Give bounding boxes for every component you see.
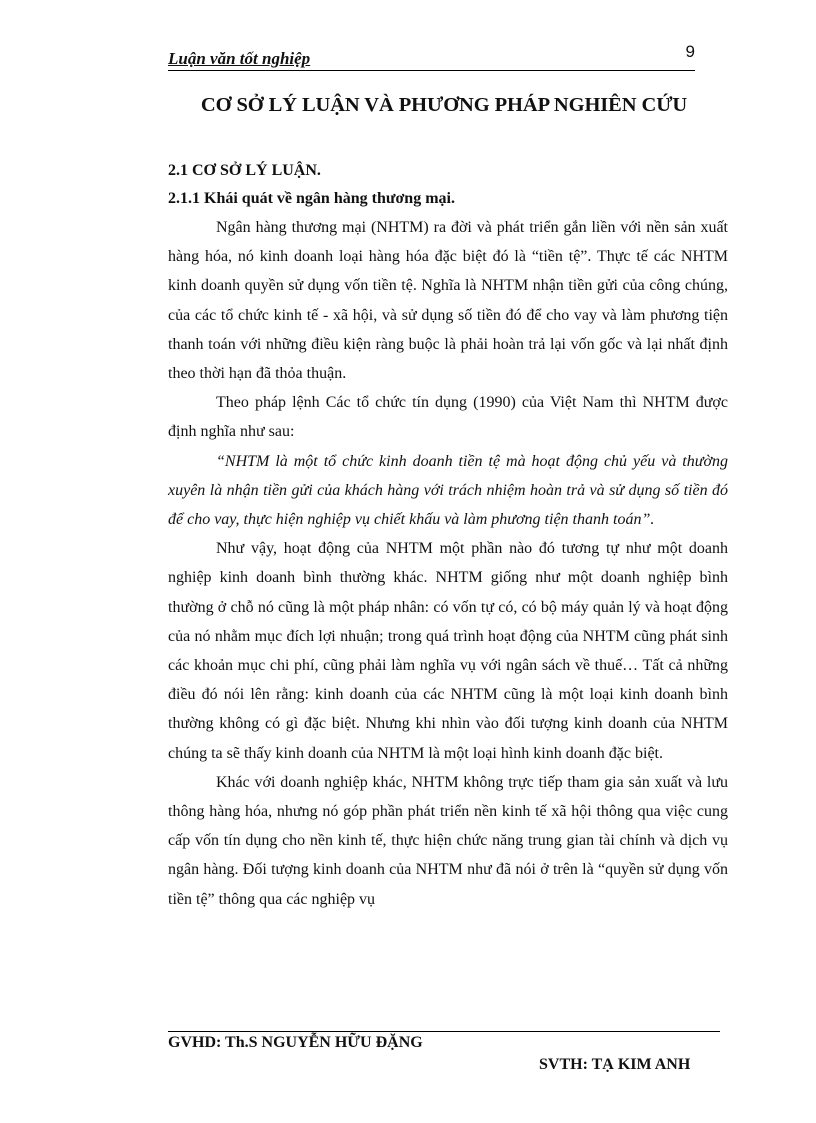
section-heading: 2.1 CƠ SỞ LÝ LUẬN. [168, 162, 321, 179]
page-number: 9 [685, 42, 695, 61]
footer-advisor: GVHD: Th.S NGUYỄN HỮU ĐẶNG [168, 1034, 423, 1051]
paragraph-intro: Ngân hàng thương mại (NHTM) ra đời và phát triển gắn liền với nền sản xuất hàng hóa, nó kinh doanh loại hàng hóa đặc biệt đó là “tiền tệ”. Thực tế các NHTM kinh doanh quyền sử dụng vốn tiền tệ. Nghĩa là NHTM nhận tiền gửi của công chúng, của các tổ chức kinh tế - xã hội, và sử dụng số tiền đó để cho vay và làm phương tiện thanh toán với những điều kiện ràng buộc là phải hoàn trả lại vốn gốc và lại nhất định theo thời hạn đã thỏa thuận. [168, 219, 728, 383]
subsection-heading: 2.1.1 Khái quát về ngân hàng thương mại. [168, 190, 455, 207]
paragraph-definition-lead: Theo pháp lệnh Các tổ chức tín dụng (1990) của Việt Nam thì NHTM được định nghĩa như sau: [168, 394, 728, 441]
paragraph-difference: Khác với doanh nghiệp khác, NHTM không trực tiếp tham gia sản xuất và lưu thông hàng hóa, nhưng nó góp phần phát triển nền kinh tế xã hội thông qua việc cung cấp vốn tín dụng cho nền kinh tế, thực hiện chức năng trung gian tài chính và dịch vụ ngân hàng. Đối tượng kinh doanh của NHTM như đã nói ở trên là “quyền sử dụng vốn tiền tệ” thông qua các nghiệp vụ [168, 773, 728, 908]
page-header [168, 44, 695, 71]
document-body [168, 157, 728, 914]
paragraph-comparison: Như vậy, hoạt động của NHTM một phần nào đó tương tự như một doanh nghiệp kinh doanh bình thường khác. NHTM giống như một doanh nghiệp bình thường ở chỗ nó cũng là một pháp nhân: có vốn tự có, có bộ máy quản lý và hoạt động của nó nhằm mục đích lợi nhuận; trong quá trình hoạt động của NHTM cũng phát sinh các khoản mục chi phí, cũng phải làm nghĩa vụ với ngân sách về thuế… Tất cả những điều đó nói lên rằng: kinh doanh của các NHTM cũng là một loại kinh doanh bình thường không có gì đặc biệt. Nhưng khi nhìn vào đối tượng kinh doanh của NHTM chúng ta sẽ thấy kinh doanh của NHTM là một loại hình kinh doanh đặc biệt. [168, 540, 728, 762]
footer-divider [168, 1031, 720, 1032]
definition-quote: “NHTM là một tổ chức kinh doanh tiền tệ mà hoạt động chủ yếu và thường xuyên là nhận tiền gửi của khách hàng với trách nhiệm hoàn trả và sử dụng số tiền đó để cho vay, thực hiện nghiệp vụ chiết khấu và làm phương tiện thanh toán”. [168, 452, 728, 529]
footer-student: SVTH: TẠ KIM ANH [539, 1056, 691, 1073]
chapter-title: CƠ SỞ LÝ LUẬN VÀ PHƯƠNG PHÁP NGHIÊN CỨU [200, 94, 688, 116]
header-title: Luận văn tốt nghiệp [168, 49, 311, 68]
